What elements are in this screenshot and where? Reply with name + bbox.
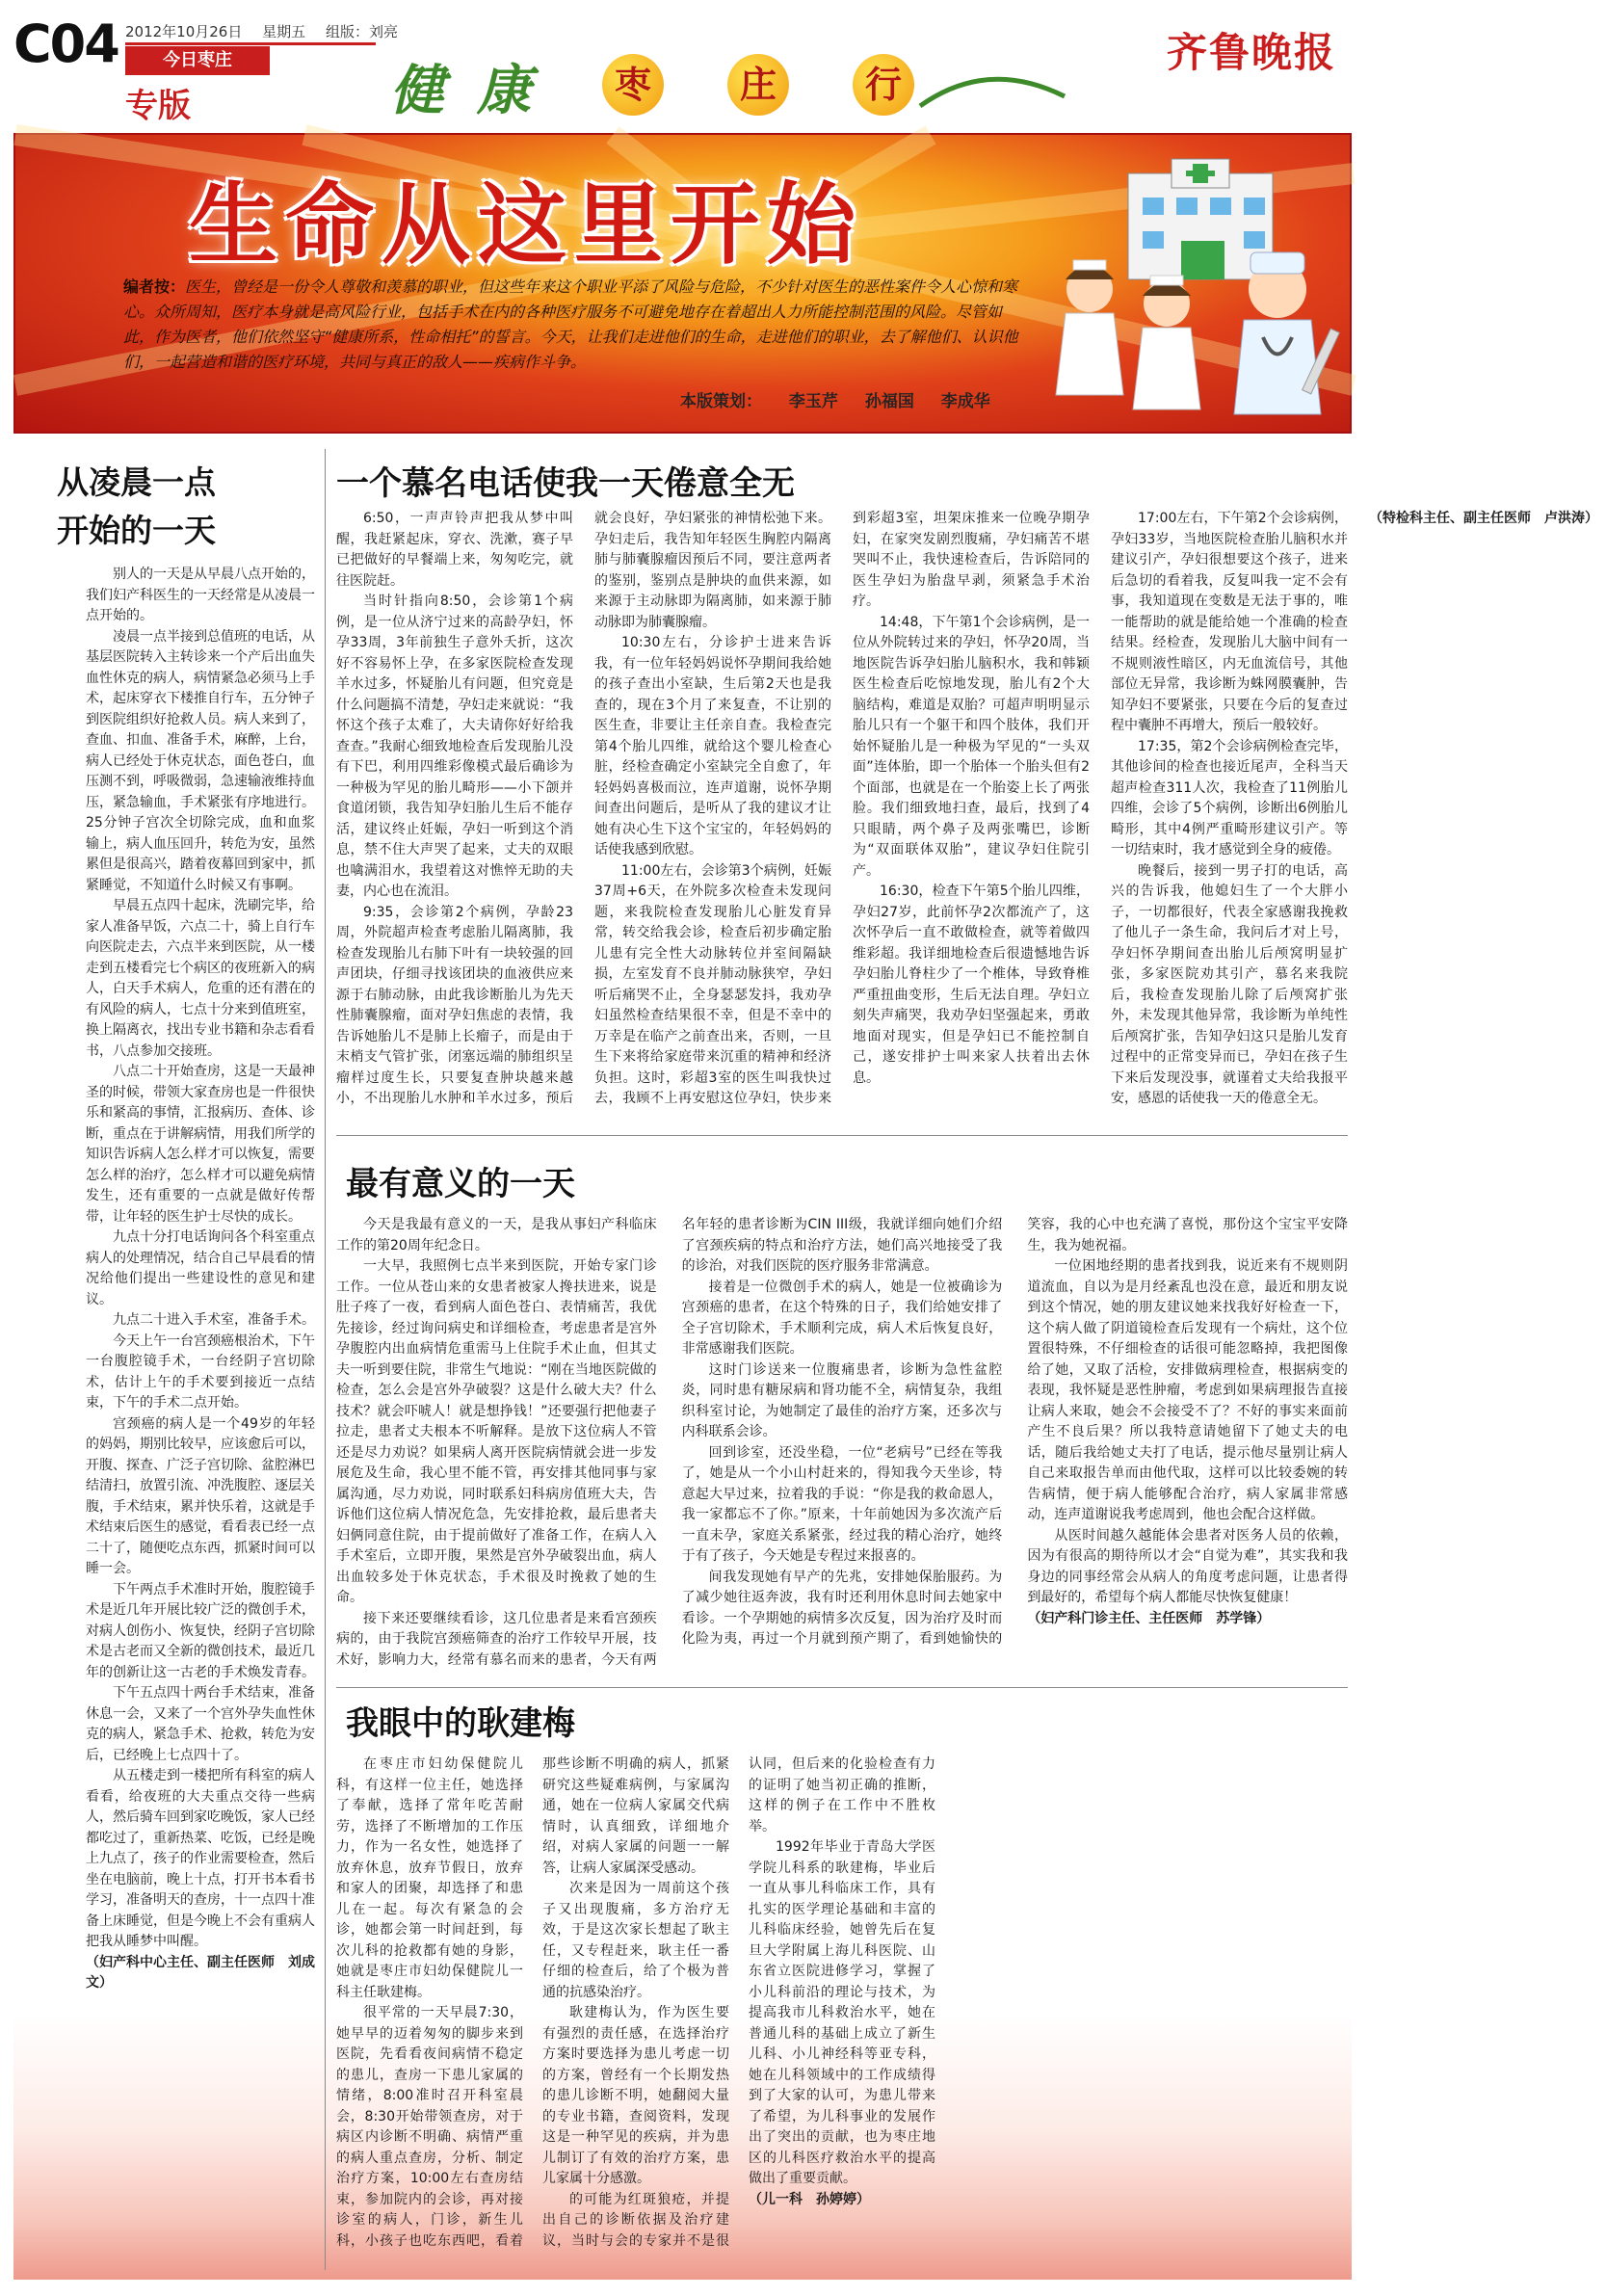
column-banner xyxy=(381,39,1074,130)
article1-paragraph: 下午两点手术准时开始，腹腔镜手术是近几年开展比较广泛的微创手术，对病人创伤小、恢复快，经阴子宫切除术是古老而又全新的微创技术，最近几年的创新让这一古老的手术焕发青春。 xyxy=(86,1581,315,1680)
special-edition-label: 专版 xyxy=(125,87,191,125)
article1-title-line1: 从凌晨一点 xyxy=(57,463,216,501)
issue-meta xyxy=(125,21,413,41)
issue-editor: 组版：刘亮 xyxy=(325,23,398,40)
masthead xyxy=(0,0,1365,125)
article2-title: 一个慕名电话使我一天倦意全无 xyxy=(336,464,795,503)
article1-paragraph: 宫颈癌的病人是一个49岁的年轻的妈妈，期别比较早，应该愈后可以，开腹、探查、广泛子宫切除、盆腔淋巴结清扫，放置引流、冲洗腹腔、逐层关腹，手术结束，累并快乐着，这就是手术结束后医生的感觉，看看表已经一点二十了，随便吃点东西，抓紧时间可以睡一会。 xyxy=(86,1415,315,1576)
article4-title: 我眼中的耿建梅 xyxy=(346,1704,575,1743)
article1-paragraph: 从五楼走到一楼把所有科室的病人看看，给夜班的大夫重点交待一些病人，然后骑车回到家吃晚饭，家人已经都吃过了，重新热菜、吃饭，已经是晚上九点了，孩子的作业需要检查，然后坐在电脑前，晚上十点，打开书本看书学习，准备明天的查房，十一点四十准备上床睡觉，但是今晚上不会有重病人把我从睡梦中叫醒。 xyxy=(86,1768,315,1949)
article2-paragraph: 14:48，下午第1个会诊病例，是一位从外院转过来的孕妇，怀孕20周，当地医院告诉孕妇胎儿脑积水，我和韩颖医生检查后吃惊地发现，胎儿有2个大脑结构，难道是双胎？可超声明明显示胎儿只有一个躯干和四个肢体，我们开始怀疑胎儿是一种极为罕见的“一头双面”连体胎，即一个胎体一个胎头但有2个面部，也就是在一个胎姿上长了两张脸。我们细致地扫查，最后，找到了4只眼睛，两个鼻子及两张嘴巴，诊断为“双面联体双胎”，建议孕妇住院引产。 xyxy=(853,614,1090,879)
article3-body xyxy=(336,1215,1348,1677)
article1-paragraph: 八点二十开始查房，这是一天最神圣的时候，带领大家查房也是一件很快乐和紧高的事情，汇报病历、查体、诊断，重点在于讲解病情，用我们所学的知识告诉病人怎么样才可以恢复，需要怎么样的治疗，怎么样才可以避免病情发生，还有重要的一点就是做好传帮带，让年轻的医生护士尽快的成长。 xyxy=(86,1064,315,1225)
article4-paragraph: 耿建梅认为，作为医生要有强烈的责任感，在选择治疗方案时要选择为患儿考虑一切的方案，曾经有一个长期发热的患儿诊断不明，她翻阅大量的专业书籍，查阅资料，发现这是一种罕见的疾病，并为患儿制订了有效的治疗方案，患儿家属十分感激。 xyxy=(542,2005,729,2186)
article3-paragraph: 一大早，我照例七点半来到医院，开始专家门诊工作。一位从苍山来的女患者被家人搀扶进来，说是肚子疼了一夜，看到病人面色苍白、表情痛苦，我优先接诊，经过询问病史和详细检查，考虑患者是宫外孕腹腔内出血病情危重需马上住院手术止血，但其丈夫一听到要住院，非常生气地说：“刚在当地医院做的检查，怎么会是宫外孕破裂？这是什么破大夫？什么技术？就会吓唬人！就是想挣钱！”还要强行把他妻子拉走，患者丈夫根本不听解释。是放下这位病人不管还是尽力劝说？如果病人离开医院病情就会进一步发展危及生命，我心里不能不管，再安排其他同事与家属沟通，尽力劝说，同时联系妇科病房值班大夫，告诉他们这位病人情况危急，先安排抢救，最后患者夫妇俩同意住院，由于提前做好了准备工作，在病人入手术室后，立即开腹，果然是宫外孕破裂出血，病人出血较多处于休克状态，手术很及时挽救了她的生命。 xyxy=(336,1258,657,1605)
column-char: 健 xyxy=(390,59,444,122)
article1-byline: （妇产科中心主任、副主任医师 刘成文） xyxy=(86,1954,315,1991)
banner-swoosh xyxy=(920,67,1065,116)
section-tag: 今日枣庄 xyxy=(125,46,270,75)
article4-paragraph: 1992年毕业于青岛大学医学院儿科系的耿建梅，毕业后一直从事儿科临床工作，具有扎实的医学理论基础和丰富的儿科临床经验，她曾先后在复旦大学附属上海儿科医院、山东省立医院进修学习，掌握了小儿科前沿的理论与技术，为提高我市儿科救治水平，她在普通儿科的基础上成立了新生儿科、小儿神经科等亚专科，她在儿科领域中的工作成绩得到了大家的认可，为患儿带来了希望，为儿科事业的发展作出了突出的贡献，也为枣庄地区的儿科医疗救治水平的提高做出了重要贡献。 xyxy=(749,1839,935,2186)
article2-paragraph: 11:00左右，会诊第3个病例，妊娠37周+6天，在外院多次检查未发现问题，来我院检查发现胎儿心脏发育异常，转交给我会诊，检查后初步确定胎儿患有完全性大动脉转位并室间隔缺损，左室发育不良并肺动脉狭窄，孕妇听后痛哭不止，全身瑟瑟发抖，我劝孕妇虽然检查结果很不幸，但是不幸中的万幸是在临产之前查出来，否则，一旦生下来将给家庭带来沉重的精神和经济负担。这时，彩超3室的医生叫我快过去，我顾不上再安慰这位孕妇，快步来到彩超3室，坦架床推来一位晚孕期孕妇，在家突发剧烈腹痛，孕妇痛苦不堪哭叫不止，我快速检查后，告诉陪同的医生孕妇为胎盘早剥，须紧急手术治疗。 xyxy=(594,511,1090,1106)
article1-paragraph: 早晨五点四十起床，洗刷完毕，给家人准备早饭，六点二十，骑上自行车向医院走去，六点半来到医院，从一楼走到五楼看完七个病区的夜班新入的病人，白天手术病人，危重的还有潜在的有风险的病人，七点十分来到值班室，换上隔离衣，找出专业书籍和杂志看看书，八点参加交接班。 xyxy=(86,898,315,1059)
article3-paragraph: 一位困地经期的患者找到我，说近来有不规则阴道流血，自以为是月经紊乱也没在意，最近和朋友说到这个情况，她的朋友建议她来找我好好检查一下，这个病人做了阴道镜检查后发现有一个病灶，这个位置很特殊，不仔细检查的话很可能忽略掉，我把图像给了她，又取了活检，安排做病理检查，根据病变的表现，我怀疑是恶性肿瘤，考虑到如果病理报告直接让病人来取，她会不会接受不了？不好的事实来面前产生不良后果？所以我特意请她留下了她丈夫的电话，随后我给她丈夫打了电话，提示他尽量别让病人自己来取报告单而由他代取，这样可以比较委婉的转告病情，便于病人能够配合治疗，病人家属非常感动，连声道谢说我考虑周到，他也会配合这样做。 xyxy=(1027,1258,1348,1522)
article3-paragraph: 接下来还要继续看诊，这几位患者是来看宫颈疾病的，由于我院宫颈癌筛查的治疗工作较早开展，技术好，影响力大，经常有慕名而来的患者，今天有两名年轻的患者诊断为CIN III级，我就详细向她们介绍了宫颈疾病的特点和治疗方法，她们高兴地接受了我的诊治，对我们医院的医疗服务非常满意。 xyxy=(336,1217,1003,1668)
article1-paragraph: 今天上午一台宫颈癌根治术，下午一台腹腔镜手术，一台经阴子宫切除术，估计上午的手术要到接近一点结束，下午的手术二点开始。 xyxy=(86,1333,315,1411)
article3-paragraph: 今天是我最有意义的一天，是我从事妇产科临床工作的第20周年纪念日。 xyxy=(336,1217,657,1254)
credits-label: 本版策划： xyxy=(680,392,762,411)
article2-paragraph: 晚餐后，接到一男子打的电话，高兴的告诉我，他媳妇生了一个大胖小子，一切都很好，代表全家感谢我挽救了他儿子一条生命，我问后才对上号，孕妇怀孕期间查出胎儿后颅窝明显扩张，多家医院劝其引产，慕名来我院后，我检查发现胎儿除了后颅窝扩张外，未发现其他异常，我诊断为单纯性后颅窝扩张，告知孕妇这只是胎儿发育过程中的正常变异而已，孕妇在孩子生下来后发现没事，就谨着丈夫给我报平安，感恩的话使我一天的倦意全无。 xyxy=(1111,862,1348,1106)
article4-paragraph: 的可能为红斑狼疮，并提出自己的诊断依据及治疗建议，当时与会的专家并不是很认同，但后来的化验检查有力的证明了她当初正确的推断，这样的例子在工作中不胜枚举。 xyxy=(542,1756,935,2249)
article2-paragraph: 17:00左右，下午第2个会诊病例，孕妇33岁，当地医院检查胎儿脑积水并建议引产，孕妇很想要这个孩子，进来后急切的看着我，反复叫我一定不会有事，我知道现在变数是无法于事的，唯一能帮助的就是能给她一个准确的检查结果。经检查，发现胎儿大脑中间有一不规则液性暗区，内无血流信号，其他部位无异常，我诊断为蛛网膜囊肿，告知孕妇不要紧张，只要在今后的复查过程中囊肿不再增大，预后一般较好。 xyxy=(1111,511,1348,733)
article3-paragraph: 回到诊室，还没坐稳，一位“老病号”已经在等我了，她是从一个小山村赶来的，得知我今天坐诊，特意起大早过来，拉着我的手说：“你是我的救命恩人，我一家都忘不了你。”原来，十年前她因为多次流产后一直未孕，家庭关系紧张，经过我的精心治疗，她终于有了孩子，今天她是专程过来报喜的。 xyxy=(681,1444,1003,1564)
article3-paragraph: 这时门诊送来一位腹痛患者，诊断为急性盆腔炎，同时患有糖尿病和肾功能不全，病情复杂，我组织科室讨论，为她制定了最佳的治疗方案，还多次与内科联系会诊。 xyxy=(681,1361,1003,1439)
article2-paragraph: 17:35，第2个会诊病例检查完毕，其他诊间的检查也接近尾声，全科当天超声检查311人次，我检查了11例胎儿四维，会诊了5个病例，诊断出6例胎儿畸形，其中4例严重畸形建议引产。等一切结束时，我才感觉到全身的疲倦。 xyxy=(1111,738,1348,858)
paper-logo: 齐鲁晚报 xyxy=(1166,29,1336,76)
article1-title xyxy=(57,459,216,555)
column-char-disc: 行 xyxy=(853,54,914,116)
article3-title: 最有意义的一天 xyxy=(346,1165,575,1203)
column-char-disc: 庄 xyxy=(727,54,789,116)
hospital-illustration xyxy=(1037,154,1345,429)
article1-paragraph: 下午五点四十两台手术结束，准备休息一会，又来了一个宫外孕失血性休克的病人，紧急手术、抢救，转危为安后，已经晚上七点四十了。 xyxy=(86,1685,315,1763)
article4-paragraph: 次来是因为一周前这个孩子又出现腹痛，多方治疗无效，于是这次家长想起了耿主任，又专程赶来，耿主任一番仔细的检查后，给了个极为普通的抗感染治疗。 xyxy=(542,1881,729,2000)
articles-area xyxy=(13,439,1598,2280)
column-char: 康 xyxy=(477,59,531,122)
article4-paragraph: 很平常的一天早晨7:30，她早早的迈着匆匆的脚步来到医院，先看看夜间病情不稳定的患儿，查房一下患儿家属的情绪，8:00准时召开科室晨会，8:30开始带领查房，对于病区内诊断不明确、病情严重的病人重点查房，分析、制定治疗方案，10:00左右查房结束，参加院内的会诊，再对接诊室的病人，门诊，新生儿科，小孩子也吃东西吧，看着那些诊断不明确的病人，抓紧研究这些疑难病例，与家属沟通，她在一位病人家属交代病情时，认真细致，详细地介绍，对病人家属的问题一一解答，让病人家属深受感动。 xyxy=(336,1756,729,2249)
article2-body xyxy=(336,509,1598,1125)
article2-paragraph: 6:50，一声声铃声把我从梦中叫醒，我赶紧起床，穿衣、洗漱，赛子早已把做好的早餐端上来，匆匆吃完，就往医院赶。 xyxy=(336,511,573,589)
article1-paragraph: 九点二十进入手术室，准备手术。 xyxy=(113,1312,315,1328)
section-divider xyxy=(336,1687,1348,1688)
editor-note-text: 医生，曾经是一份令人尊敬和羡慕的职业，但这些年来这个职业平添了风险与危险，不少针对医生的恶性案件令人心惊和寒心。众所周知，医疗本身就是高风险行业，包括手术在内的各种医疗服务不可避免地存在着超出人力所能控制范围的风险。尽管如此，作为医者，他们依然坚守“健康所系，性命相托”的誓言。今天，让我们走进他们的生命，走进他们的职业，去了解他们、认识他们，一起营造和谐的医疗环境，共同与真正的敌人——疾病作斗争。 xyxy=(123,277,1018,371)
hero-credits xyxy=(680,387,990,411)
hero-title: 生命从这里开始 xyxy=(189,173,864,277)
article2-paragraph: 10:30左右，分诊护士进来告诉我，有一位年轻妈妈说怀孕期间我给她的孩子查出小室缺，生后第2天也是我查的，现在3个月了来复查，不让别的医生查，非要让主任亲自查。我检查完第4个胎儿四维，就给这个婴儿检查心脏，经检查确定小室缺完全自愈了，年轻妈妈喜极而泣，连声道谢，说怀孕期间查出问题后，是听从了我的建议才让她有决心生下这个宝宝的，年轻妈妈的话使我感到欣慰。 xyxy=(594,635,831,858)
article4-paragraph: 在枣庄市妇幼保健院儿科，有这样一位主任，她选择了奉献，选择了常年吃苦耐劳，选择了不断增加的工作压力，作为一名女性，她选择了放弃休息，放弃节假日，放弃和家人的团聚，却选择了和患儿在一起。每次有紧急的会诊，她都会第一时间赶到，每次儿科的抢救都有她的身影，她就是枣庄市妇幼保健院儿一科主任耿建梅。 xyxy=(336,1756,523,2000)
credit-name: 孙福国 xyxy=(864,392,914,411)
article3-byline: （妇产科门诊主任、主任医师 苏学锋） xyxy=(1027,1610,1271,1626)
editor-note xyxy=(123,275,1029,375)
article2-byline: （特检科主任、副主任医师 卢洪涛） xyxy=(1369,511,1598,526)
article4-body xyxy=(336,1755,1348,2265)
page-number: C04 xyxy=(13,13,118,74)
article1-paragraph: 九点十分打电话询问各个科室重点病人的处理情况，结合自己早晨看的情况给他们提出一些建设性的意见和建议。 xyxy=(86,1229,315,1307)
column-divider xyxy=(325,449,326,2270)
article1-paragraph: 别人的一天是从早晨八点开始的，我们妇产科医生的一天经常是从凌晨一点开始的。 xyxy=(86,567,315,623)
credit-name: 李成华 xyxy=(940,392,990,411)
issue-date: 2012年10月26日 xyxy=(125,23,243,40)
article3-paragraph: 接着是一位微创手术的病人，她是一位被确诊为宫颈癌的患者，在这个特殊的日子，我们给她安排了全子宫切除术，手术顺利完成，病人术后恢复良好，非常感谢我们医院。 xyxy=(681,1279,1003,1357)
column-char-disc: 枣 xyxy=(602,54,664,116)
article3-paragraph: 间我发现她有早产的先兆，安排她保胎服药。为了减少她往返奔波，我有时还利用休息时间去她家中看诊。一个孕期她的病情多次反复，因为治疗及时而化险为夷，再过一个月就到预产期了，看到她愉快的笑容，我的心中也充满了喜悦，那份这个宝宝平安降生，我为她祝福。 xyxy=(681,1217,1348,1647)
issue-weekday: 星期五 xyxy=(262,23,306,40)
section-divider xyxy=(336,1135,1348,1136)
article3-paragraph: 从医时间越久越能体会患者对医务人员的依赖，因为有很高的期待所以才会“自觉为难”，其实我和我身边的同事经常会从病人的角度考虑问题，让患者得到最好的，希望每个病人都能尽快恢复健康！ xyxy=(1027,1527,1348,1605)
editor-note-label: 编者按： xyxy=(123,277,186,296)
article1-body xyxy=(86,565,315,2270)
credit-name: 李玉芹 xyxy=(788,392,838,411)
article2-paragraph: 16:30，检查下午第5个胎儿四维，孕妇27岁，此前怀孕2次都流产了，这次怀孕后一直不敢做检查，就等着做四维彩超。我详细地检查后很遗憾地告诉孕妇胎儿脊柱少了一个椎体，导致脊椎严重扭曲变形，生后无法自理。孕妇立刻失声痛哭，我劝孕妇坚强起来，勇敢地面对现实，但是孕妇已不能控制自己，遂安排护士叫来家人扶着出去休息。 xyxy=(853,884,1090,1086)
article2-paragraph: 当时针指向8:50，会诊第1个病例，是一位从济宁过来的高龄孕妇，怀孕33周，3年前独生子意外夭折，这次好不容易怀上孕，在多家医院检查发现羊水过多，怀疑胎儿有问题，但究竟是什么问题搞不清楚，孕妇走来就说：“我怀这个孩子太难了，大夫请你好好给我查查。”我耐心细致地检查后发现胎儿没有下巴，利用四维彩像模式最后确诊为一种极为罕见的胎儿畸形——小下颌并食道闭锁，我告知孕妇胎儿生后不能存活，建议终止妊娠，孕妇一听到这个消息，禁不住大声哭了起来，丈夫的双眼也噙满泪水，我望着这对憔悴无助的夫妻，内心也在流泪。 xyxy=(336,594,573,899)
article2-paragraph: 9:35，会诊第2个病例，孕龄23周，外院超声检查考虑胎儿隔离肺，我检查发现胎儿右肺下叶有一块较强的回声团块，仔细寻找该团块的血液供应来源于右肺动脉，由此我诊断胎儿为先天性肺囊腺瘤，面对孕妇焦虑的表情，我告诉她胎儿不是肺上长瘤子，而是由于末梢支气管扩张，闭塞远端的肺组织呈瘤样过度生长，只要复查肿块越来越小，不出现胎儿水肿和羊水过多，预后就会良好，孕妇紧张的神情松弛下来。孕妇走后，我告知年轻医生胸腔内隔离肺与肺囊腺瘤因预后不同，要注意两者的鉴别，鉴别点是肿块的血供来源，如来源于主动脉即为隔离肺，如来源于肺动脉即为肺囊腺瘤。 xyxy=(336,511,831,1106)
hero-banner xyxy=(13,133,1352,434)
article1-paragraph: 凌晨一点半接到总值班的电话，从基层医院转入主转诊来一个产后出血失血性休克的病人，病情紧急必须马上手术，起床穿衣下楼推自行车，五分钟子到医院组织好抢救人员。病人来到了，查血、扣血、准备手术，麻醉，上台，病人已经处于休克状态，面色苍白，血压测不到，呼吸微弱，急速输液维持血压，紧急输血，手术紧张有序地进行。25分钟子宫次全切除完成，血和血浆输上，病人血压回升，转危为安，虽然累但是很高兴，踏着夜幕回到家中，抓紧睡觉，不知道什么时候又有事啊。 xyxy=(86,628,315,893)
article1-title-line2: 开始的一天 xyxy=(57,512,216,549)
article4-byline: （儿一科 孙婷婷） xyxy=(749,2191,870,2207)
masthead-rule xyxy=(125,42,376,45)
